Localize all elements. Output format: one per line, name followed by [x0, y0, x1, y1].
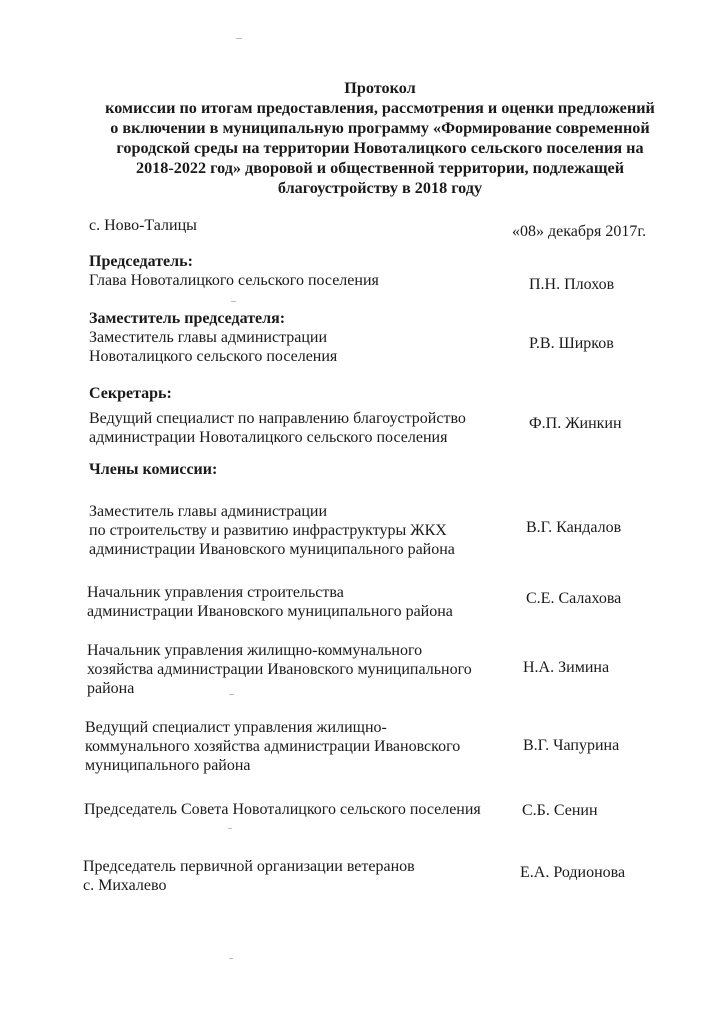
title-line: 2018-2022 год» дворовой и общественной территории, подлежащей	[135, 159, 625, 177]
secretary-position: администрации Новоталицкого сельского поселения	[89, 429, 448, 446]
member-position: администрации Ивановского муниципального района	[89, 541, 455, 558]
member-position: с. Михалево	[83, 877, 167, 894]
place: с. Ново-Талицы	[89, 217, 197, 234]
deputy-name: Р.В. Ширков	[529, 335, 614, 352]
title-line: комиссии по итогам предоставления, рассмотрения и оценки предложений	[105, 99, 655, 117]
member-name: С.Е. Салахова	[526, 590, 622, 607]
member-position: Начальник управления жилищно-коммунального	[87, 642, 423, 659]
member-position: по строительству и развитию инфраструктуры ЖКХ	[89, 522, 447, 539]
title-line: благоустройству в 2018 году	[277, 179, 483, 197]
title-line: городской среды на территории Новоталицкого сельского поселения на	[116, 139, 644, 157]
member-position: хозяйства администрации Ивановского муниципального	[87, 661, 472, 678]
title-line: о включении в муниципальную программу «Формирование современной	[110, 119, 650, 137]
scan-speck	[229, 694, 234, 695]
member-name: В.Г. Кандалов	[526, 519, 622, 536]
scan-speck	[228, 828, 232, 829]
member-name: С.Б. Сенин	[522, 802, 598, 819]
member-position: коммунального хозяйства администрации Ивановского	[85, 738, 461, 755]
member-position: Председатель первичной организации ветеранов	[83, 858, 415, 875]
chairman-heading: Председатель:	[89, 253, 193, 270]
date: «08» декабря 2017г.	[512, 223, 647, 240]
member-position: администрации Ивановского муниципального района	[87, 603, 453, 620]
member-position: Заместитель главы администрации	[89, 503, 328, 520]
secretary-heading: Секретарь:	[89, 385, 172, 402]
document-title	[85, 78, 675, 198]
chairman-name: П.Н. Плохов	[529, 276, 615, 293]
member-position: Председатель Совета Новоталицкого сельского поселения	[84, 801, 481, 818]
member-position: муниципального района	[85, 757, 251, 774]
member-position: Ведущий специалист управления жилищно-	[85, 719, 387, 736]
chairman-position: Глава Новоталицкого сельского поселения	[89, 272, 379, 289]
deputy-heading: Заместитель председателя:	[89, 310, 286, 327]
scan-speck	[236, 38, 242, 39]
deputy-position: Заместитель главы администрации	[89, 329, 328, 346]
secretary-position: Ведущий специалист по направлению благоустройство	[89, 410, 466, 427]
member-name: Н.А. Зимина	[523, 659, 610, 676]
scan-speck	[229, 958, 233, 959]
member-position: района	[87, 680, 135, 697]
scan-speck	[231, 301, 236, 302]
member-name: Е.А. Родионова	[520, 864, 626, 881]
member-position: Начальник управления строительства	[87, 584, 344, 601]
deputy-position: Новоталицкого сельского поселения	[89, 348, 338, 365]
member-name: В.Г. Чапурина	[523, 737, 620, 754]
members-heading: Члены комиссии:	[89, 461, 218, 478]
title-line: Протокол	[344, 79, 416, 97]
secretary-name: Ф.П. Жинкин	[529, 415, 622, 432]
